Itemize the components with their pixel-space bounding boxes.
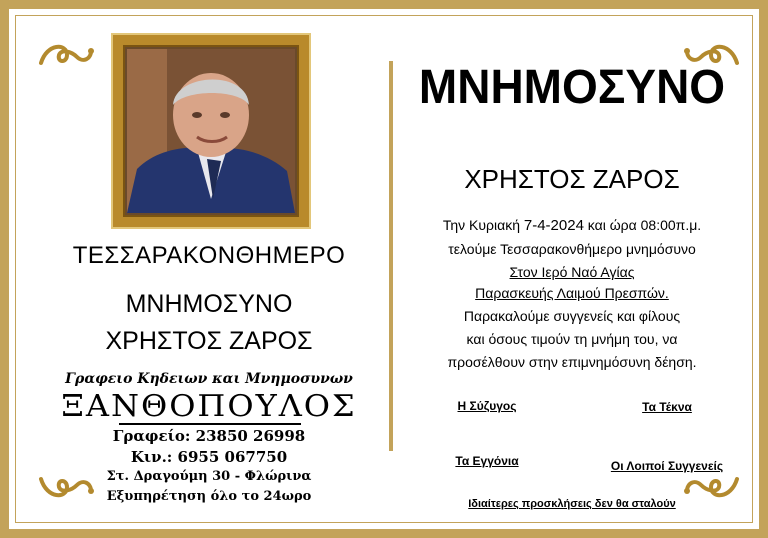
right-deceased-name: ΧΡΗΣΤΟΣ ΖΑΡΟΣ: [464, 164, 680, 194]
office-phone: Γραφείο: 23850 26998: [112, 427, 306, 445]
family-relatives: Οι Λοιποί Συγγενείς: [610, 459, 724, 473]
invitation-line1: Παρακαλούμε συγγενείς και φίλους: [463, 308, 681, 324]
brand-underline: [119, 423, 301, 425]
right-title-memorial: ΜΝΗΜΟΣΥΝΟ: [418, 58, 726, 114]
invitation-line3: προσέλθουν στην επιμνημόσυνη δέηση.: [447, 354, 697, 370]
portrait-person-icon: [127, 49, 295, 213]
footer-no-invitations: Ιδιαίτερες προσκλήσεις δεν θα σταλούν: [468, 498, 676, 510]
service-day: Την Κυριακή: [442, 217, 524, 233]
service-date: 7-4-2024: [523, 217, 584, 234]
left-deceased-name: ΧΡΗΣΤΟΣ ΖΑΡΟΣ: [105, 327, 313, 355]
family-children: Τα Τέκνα: [642, 400, 692, 414]
ornament-top-left-icon: [37, 39, 95, 71]
portrait-photo: [127, 49, 295, 213]
left-heading-forty-days: ΤΕΣΣΑΡΑΚΟΝΘΗΜΕΡΟ: [72, 242, 346, 269]
service-description: τελούμε Τεσσαρακονθήμερο μνημόσυνο: [448, 241, 696, 257]
service-time-label: και ώρα: [583, 217, 641, 233]
funeral-office-brand: ΞΑΝΘΟΠΟΥΛΟΣ: [61, 388, 357, 424]
funeral-office-title: Γραφειο Κηδειων και Μνημοσυνων: [65, 371, 353, 387]
church-name-line1: Στον Ιερό Ναό Αγίας: [509, 264, 635, 280]
invitation-line2: και όσους τιμούν τη μνήμη του, να: [466, 331, 678, 347]
service-time: 08:00π.μ.: [640, 217, 702, 233]
column-divider: [389, 61, 393, 451]
family-grandchildren: Τα Εγγόνια: [455, 454, 519, 468]
portrait-photo-frame: [113, 35, 309, 227]
service-date-line: [397, 217, 747, 234]
mobile-phone: Κιν.: 6955 067750: [130, 448, 288, 466]
office-service-hours: Εξυπηρέτηση όλο το 24ωρο: [106, 489, 312, 504]
family-spouse: Η Σύζυγος: [457, 399, 517, 413]
left-heading-memorial: ΜΝΗΜΟΣΥΝΟ: [125, 290, 293, 318]
office-address: Στ. Δραγούμη 30 - Φλώρινα: [106, 469, 312, 484]
church-name-line2: Παρασκευής Λαιμού Πρεσπών.: [475, 285, 669, 301]
